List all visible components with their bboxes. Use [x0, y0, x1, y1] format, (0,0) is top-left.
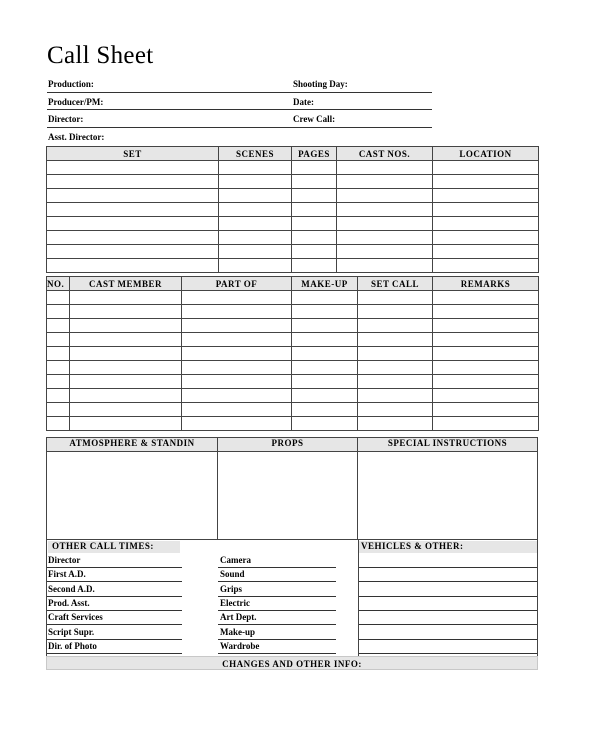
call-time-label: Prod. Asst.: [48, 597, 90, 608]
column-header: SET: [47, 147, 219, 161]
set-table-cell[interactable]: [433, 189, 539, 203]
set-table-cell[interactable]: [433, 231, 539, 245]
call-time-field[interactable]: [218, 596, 336, 597]
props-heading: PROPS: [218, 438, 357, 451]
set-table-cell[interactable]: [337, 161, 433, 175]
call-time-label: First A.D.: [48, 569, 86, 580]
set-table-cell[interactable]: [47, 259, 219, 273]
column-header: CAST NOS.: [337, 147, 433, 161]
set-table-row: [47, 189, 539, 203]
cast-table-cell[interactable]: [433, 305, 539, 319]
set-table-cell[interactable]: [292, 161, 337, 175]
cast-table-cell[interactable]: [358, 347, 433, 361]
shooting-day-label: Shooting Day:: [293, 79, 348, 89]
cast-table-cell[interactable]: [70, 291, 182, 305]
set-table-cell[interactable]: [337, 259, 433, 273]
call-time-field[interactable]: [47, 581, 182, 582]
set-table-cell[interactable]: [292, 259, 337, 273]
page-title: Call Sheet: [47, 42, 154, 69]
cast-table-cell[interactable]: [292, 417, 358, 431]
set-table-header: [47, 147, 539, 161]
cast-table-cell[interactable]: [433, 319, 539, 333]
set-table-cell[interactable]: [47, 175, 219, 189]
cast-table-cell[interactable]: [70, 305, 182, 319]
cast-table-cell[interactable]: [433, 375, 539, 389]
set-table-cell[interactable]: [433, 175, 539, 189]
cast-table-cell[interactable]: [433, 333, 539, 347]
set-table-cell[interactable]: [219, 259, 292, 273]
set-table-row: [47, 161, 539, 175]
cast-table-cell[interactable]: [47, 403, 70, 417]
set-table-cell[interactable]: [337, 203, 433, 217]
call-time-field[interactable]: [47, 639, 182, 640]
cast-table-cell[interactable]: [292, 333, 358, 347]
call-time-field[interactable]: [47, 567, 182, 568]
date-label: Date:: [293, 97, 314, 107]
atmosphere-heading: ATMOSPHERE & STANDIN: [47, 438, 217, 451]
call-time-field[interactable]: [218, 624, 336, 625]
set-table-cell[interactable]: [292, 189, 337, 203]
vehicles-field[interactable]: [359, 567, 537, 568]
cast-table-cell[interactable]: [182, 361, 292, 375]
cast-table-cell[interactable]: [292, 347, 358, 361]
call-time-field[interactable]: [218, 567, 336, 568]
cast-table-cell[interactable]: [47, 361, 70, 375]
call-time-label: Craft Services: [48, 612, 103, 623]
set-table-cell[interactable]: [47, 217, 219, 231]
vehicles-field[interactable]: [359, 596, 537, 597]
special-instructions-box[interactable]: [357, 437, 538, 540]
vehicles-field[interactable]: [359, 653, 537, 654]
set-table-row: [47, 203, 539, 217]
cast-table-cell[interactable]: [70, 347, 182, 361]
call-time-field[interactable]: [47, 624, 182, 625]
call-time-label: Dir. of Photo: [48, 640, 97, 651]
set-table-cell[interactable]: [292, 203, 337, 217]
cast-table-cell[interactable]: [292, 361, 358, 375]
cast-table-row: [47, 305, 539, 319]
cast-table-row: [47, 333, 539, 347]
header-rule: [47, 92, 432, 93]
cast-table-cell[interactable]: [182, 417, 292, 431]
column-header: LOCATION: [433, 147, 539, 161]
cast-table-cell[interactable]: [358, 375, 433, 389]
cast-table-row: [47, 319, 539, 333]
set-table-cell[interactable]: [219, 245, 292, 259]
cast-table-cell[interactable]: [47, 291, 70, 305]
call-time-label: Script Supr.: [48, 626, 95, 637]
cast-table-cell[interactable]: [182, 347, 292, 361]
set-table-cell[interactable]: [337, 217, 433, 231]
cast-table-cell[interactable]: [433, 403, 539, 417]
cast-table-cell[interactable]: [47, 375, 70, 389]
changes-heading: CHANGES AND OTHER INFO:: [46, 656, 538, 670]
set-table-cell[interactable]: [219, 189, 292, 203]
vehicles-field[interactable]: [359, 639, 537, 640]
set-table-cell[interactable]: [433, 161, 539, 175]
call-time-field[interactable]: [218, 610, 336, 611]
cast-table-cell[interactable]: [433, 347, 539, 361]
call-time-label: Make-up: [220, 626, 256, 637]
column-header: PAGES: [292, 147, 337, 161]
set-table-row: [47, 259, 539, 273]
cast-table-cell[interactable]: [433, 361, 539, 375]
crew-call-label: Crew Call:: [293, 114, 336, 124]
director-label: Director:: [48, 114, 84, 124]
cast-table: [46, 276, 539, 431]
set-table-cell[interactable]: [47, 231, 219, 245]
cast-table-cell[interactable]: [182, 291, 292, 305]
cast-table-cell[interactable]: [182, 375, 292, 389]
set-table-cell[interactable]: [337, 189, 433, 203]
set-table-cell[interactable]: [219, 175, 292, 189]
call-time-field[interactable]: [47, 610, 182, 611]
call-time-label: Grips: [220, 583, 243, 594]
set-table-cell[interactable]: [292, 231, 337, 245]
cast-table-cell[interactable]: [358, 403, 433, 417]
set-table-cell[interactable]: [292, 245, 337, 259]
cast-table-cell[interactable]: [358, 291, 433, 305]
column-header: REMARKS: [433, 277, 539, 291]
cast-table-row: [47, 347, 539, 361]
asst-director-label: Asst. Director:: [48, 132, 105, 142]
call-time-label: Art Dept.: [220, 612, 257, 623]
cast-table-cell[interactable]: [47, 305, 70, 319]
cast-table-cell[interactable]: [182, 305, 292, 319]
call-time-field[interactable]: [218, 581, 336, 582]
column-header: SCENES: [219, 147, 292, 161]
cast-table-cell[interactable]: [292, 375, 358, 389]
cast-table-cell[interactable]: [47, 333, 70, 347]
special-instructions-heading: SPECIAL INSTRUCTIONS: [358, 438, 537, 451]
set-table-row: [47, 217, 539, 231]
column-header: NO.: [47, 277, 70, 291]
set-table-row: [47, 231, 539, 245]
cast-table-cell[interactable]: [70, 319, 182, 333]
producer-pm-label: Producer/PM:: [48, 97, 104, 107]
cast-table-header: [47, 277, 539, 291]
props-box[interactable]: [217, 437, 358, 540]
cast-table-cell[interactable]: [358, 319, 433, 333]
set-table-cell[interactable]: [337, 245, 433, 259]
cast-table-cell[interactable]: [70, 375, 182, 389]
cast-table-cell[interactable]: [47, 389, 70, 403]
vehicles-heading: VEHICLES & OTHER:: [359, 541, 537, 553]
set-table: [46, 146, 539, 273]
cast-table-cell[interactable]: [433, 389, 539, 403]
header-rule: [47, 127, 432, 128]
cast-table-cell[interactable]: [70, 403, 182, 417]
cast-table-cell[interactable]: [358, 305, 433, 319]
call-time-label: Sound: [220, 569, 245, 580]
set-table-cell[interactable]: [433, 245, 539, 259]
set-table-cell[interactable]: [47, 203, 219, 217]
vehicles-field[interactable]: [359, 610, 537, 611]
column-header: CAST MEMBER: [70, 277, 182, 291]
call-time-field[interactable]: [47, 596, 182, 597]
cast-table-cell[interactable]: [292, 403, 358, 417]
set-table-cell[interactable]: [47, 245, 219, 259]
set-table-cell[interactable]: [433, 259, 539, 273]
call-time-label: Camera: [220, 555, 251, 565]
cast-table-cell[interactable]: [292, 291, 358, 305]
call-time-label: Wardrobe: [220, 640, 260, 651]
set-table-cell[interactable]: [219, 217, 292, 231]
set-table-cell[interactable]: [219, 231, 292, 245]
cast-table-cell[interactable]: [47, 319, 70, 333]
set-table-cell[interactable]: [47, 189, 219, 203]
cast-table-cell[interactable]: [358, 333, 433, 347]
vehicles-field[interactable]: [359, 581, 537, 582]
call-time-field[interactable]: [218, 639, 336, 640]
other-call-times-heading: OTHER CALL TIMES:: [48, 541, 180, 553]
column-header: SET CALL: [358, 277, 433, 291]
cast-table-cell[interactable]: [292, 389, 358, 403]
set-table-cell[interactable]: [219, 161, 292, 175]
set-table-cell[interactable]: [337, 175, 433, 189]
cast-table-cell[interactable]: [433, 291, 539, 305]
call-time-field[interactable]: [218, 653, 336, 654]
cast-table-cell[interactable]: [70, 417, 182, 431]
cast-table-row: [47, 375, 539, 389]
set-table-cell[interactable]: [219, 203, 292, 217]
cast-table-cell[interactable]: [358, 389, 433, 403]
cast-table-row: [47, 291, 539, 305]
call-time-label: Second A.D.: [48, 583, 95, 594]
set-table-cell[interactable]: [433, 203, 539, 217]
cast-table-cell[interactable]: [182, 319, 292, 333]
header-rule: [47, 109, 432, 110]
cast-table-cell[interactable]: [70, 389, 182, 403]
production-label: Production:: [48, 79, 94, 89]
set-table-row: [47, 245, 539, 259]
set-table-cell[interactable]: [47, 161, 219, 175]
cast-table-row: [47, 389, 539, 403]
set-table-cell[interactable]: [433, 217, 539, 231]
call-time-field[interactable]: [47, 653, 182, 654]
set-table-row: [47, 175, 539, 189]
cast-table-row: [47, 403, 539, 417]
cast-table-cell[interactable]: [70, 361, 182, 375]
call-time-label: Director: [48, 555, 81, 565]
call-time-label: Electric: [220, 597, 250, 608]
cast-table-cell[interactable]: [182, 333, 292, 347]
vehicles-field[interactable]: [359, 624, 537, 625]
cast-table-row: [47, 417, 539, 431]
cast-table-cell[interactable]: [47, 347, 70, 361]
cast-table-cell[interactable]: [47, 417, 70, 431]
cast-table-cell[interactable]: [292, 319, 358, 333]
notes-heading-rule: [47, 451, 537, 452]
column-header: PART OF: [182, 277, 292, 291]
cast-table-cell[interactable]: [182, 389, 292, 403]
cast-table-cell[interactable]: [292, 305, 358, 319]
set-table-cell[interactable]: [292, 217, 337, 231]
cast-table-cell[interactable]: [433, 417, 539, 431]
set-table-cell[interactable]: [337, 231, 433, 245]
cast-table-row: [47, 361, 539, 375]
cast-table-cell[interactable]: [358, 361, 433, 375]
atmosphere-box[interactable]: [46, 437, 218, 540]
cast-table-cell[interactable]: [70, 333, 182, 347]
cast-table-cell[interactable]: [358, 417, 433, 431]
set-table-cell[interactable]: [292, 175, 337, 189]
cast-table-cell[interactable]: [182, 403, 292, 417]
column-header: MAKE-UP: [292, 277, 358, 291]
